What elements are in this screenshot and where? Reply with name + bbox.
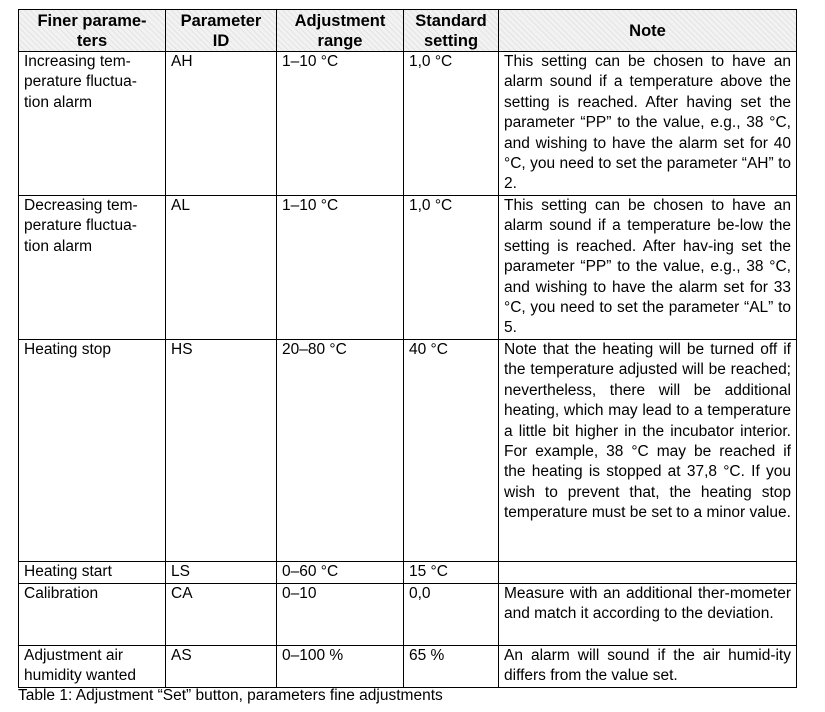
cell-range: 0–60 °C — [277, 562, 404, 584]
cell-id: CA — [166, 584, 277, 646]
table-body — [19, 52, 797, 688]
cell-standard: 0,0 — [404, 584, 499, 646]
cell-parameter: Calibration — [19, 584, 166, 646]
table-row — [19, 340, 797, 562]
table-caption: Table 1: Adjustment “Set” button, parameters fine adjustments — [18, 687, 443, 704]
cell-note — [499, 562, 797, 584]
table-row — [19, 584, 797, 646]
cell-range: 0–100 % — [277, 646, 404, 688]
cell-id: AL — [166, 196, 277, 340]
header-finer-parameters: Finer parame-ters — [19, 10, 166, 52]
cell-note: This setting can be chosen to have an alarm sound if a temperature above the setting is reached. After having set the parameter “PP” to the value, e.g., 38 °C, and wishing to have the alarm set for 40 °C, you need to set the parameter “AH” to 2. — [499, 52, 797, 196]
table-row — [19, 52, 797, 196]
header-adjustment-range: Adjustment range — [277, 10, 404, 52]
cell-parameter: Heating start — [19, 562, 166, 584]
cell-id: AS — [166, 646, 277, 688]
cell-id: AH — [166, 52, 277, 196]
header-note: Note — [499, 10, 797, 52]
cell-range: 1–10 °C — [277, 196, 404, 340]
cell-standard: 40 °C — [404, 340, 499, 562]
header-parameter-id: Parameter ID — [166, 10, 277, 52]
cell-id: LS — [166, 562, 277, 584]
table-row — [19, 196, 797, 340]
cell-parameter: Adjustment air humidity wanted — [19, 646, 166, 688]
cell-note: An alarm will sound if the air humid-ity differs from the value set. — [499, 646, 797, 688]
table-header — [19, 10, 797, 52]
cell-range: 1–10 °C — [277, 52, 404, 196]
header-row — [19, 10, 797, 52]
cell-note: This setting can be chosen to have an alarm sound if a temperature be-low the setting is reached. After hav-ing set the parameter “PP” to the value, e.g., 38 °C, and wishing to have the alarm set for 33 °C, you need to set the parameter “AL” to 5. — [499, 196, 797, 340]
cell-standard: 1,0 °C — [404, 196, 499, 340]
parameters-table — [18, 9, 797, 688]
cell-standard: 15 °C — [404, 562, 499, 584]
table-row — [19, 562, 797, 584]
header-standard-setting: Standard setting — [404, 10, 499, 52]
cell-note: Measure with an additional ther-mometer and match it according to the deviation. — [499, 584, 797, 646]
cell-standard: 65 % — [404, 646, 499, 688]
cell-id: HS — [166, 340, 277, 562]
cell-range: 20–80 °C — [277, 340, 404, 562]
cell-parameter: Increasing tem-perature fluctua-tion alarm — [19, 52, 166, 196]
cell-standard: 1,0 °C — [404, 52, 499, 196]
cell-note: Note that the heating will be turned off if the temperature adjusted will be reached; nevertheless, there will be additional heating, which may lead to a temperature a little bit higher in the incubator interior. For example, 38 °C may be reached if the heating is stopped at 37,8 °C. If you wish to prevent that, the heating stop temperature must be set to a minor value. — [499, 340, 797, 562]
table-row — [19, 646, 797, 688]
cell-parameter: Heating stop — [19, 340, 166, 562]
cell-range: 0–10 — [277, 584, 404, 646]
cell-parameter: Decreasing tem-perature fluctua-tion alarm — [19, 196, 166, 340]
